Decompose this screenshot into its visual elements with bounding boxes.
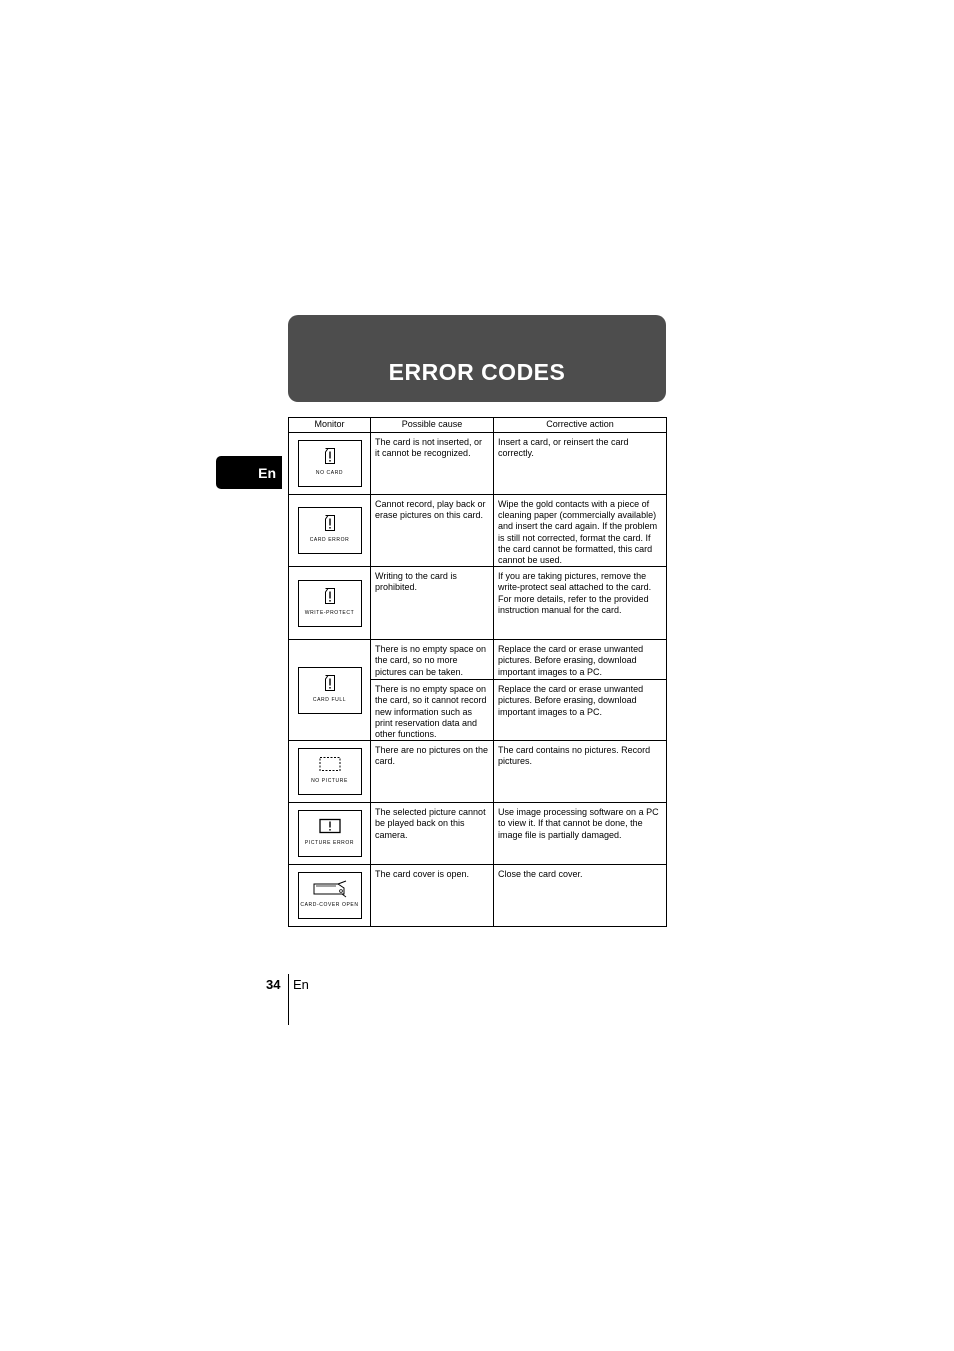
exclamation-card-icon: [299, 675, 361, 694]
header-possible-cause: Possible cause: [371, 418, 494, 433]
footer-language: En: [293, 977, 309, 992]
monitor-label: CARD ERROR: [309, 537, 350, 544]
monitor-cell: [289, 433, 371, 495]
page-title: ERROR CODES: [388, 359, 566, 385]
title-banner: [288, 315, 666, 402]
cause-cell: There is no empty space on the card, so it cannot record new information such as print reservation data and other functions.: [371, 680, 494, 741]
monitor-label: NO PICTURE: [311, 778, 348, 785]
cause-cell: There is no empty space on the card, so no more pictures can be taken.: [371, 640, 494, 680]
error-codes-table: [288, 417, 667, 927]
dashed-frame-icon: [299, 756, 361, 775]
monitor-cell: [289, 567, 371, 640]
action-cell: The card contains no pictures. Record pictures.: [494, 741, 667, 803]
monitor-cell: [289, 865, 371, 927]
action-cell: Insert a card, or reinsert the card correctly.: [494, 433, 667, 495]
monitor-display: [298, 872, 362, 919]
action-cell: Use image processing software on a PC to view it. If that cannot be done, the image file is partially damaged.: [494, 803, 667, 865]
monitor-cell: [289, 640, 371, 741]
monitor-display: [298, 580, 362, 627]
language-tab: En: [216, 456, 282, 489]
monitor-cell: [289, 803, 371, 865]
table-row: [289, 640, 667, 680]
monitor-display: [298, 440, 362, 487]
action-cell: Wipe the gold contacts with a piece of cleaning paper (commercially available) and insert the card again. If the problem is still not corrected, format the card. If the card cannot be formatted, this card cannot be used.: [494, 495, 667, 567]
monitor-label: WRITE-PROTECT: [304, 609, 355, 616]
monitor-label: CARD-COVER OPEN: [300, 902, 359, 909]
action-cell: If you are taking pictures, remove the write-protect seal attached to the card. For more details, refer to the provided instruction manual for the card.: [494, 567, 667, 640]
table-row: [289, 803, 667, 865]
monitor-display: [298, 810, 362, 857]
cause-cell: The card cover is open.: [371, 865, 494, 927]
monitor-display: [298, 748, 362, 795]
page-number: 34: [266, 977, 281, 992]
header-monitor: Monitor: [289, 418, 371, 433]
table-header-row: [289, 418, 667, 433]
table-row: [289, 433, 667, 495]
cause-cell: There are no pictures on the card.: [371, 741, 494, 803]
exclamation-card-icon: [299, 448, 361, 467]
cause-cell: Writing to the card is prohibited.: [371, 567, 494, 640]
monitor-cell: [289, 495, 371, 567]
exclamation-card-icon: [299, 588, 361, 607]
cause-cell: Cannot record, play back or erase pictures on this card.: [371, 495, 494, 567]
monitor-label: CARD FULL: [312, 696, 347, 703]
card-cover-open-icon: [299, 880, 361, 901]
action-cell: Replace the card or erase unwanted pictures. Before erasing, download important images to a PC.: [494, 680, 667, 741]
table-row: [289, 865, 667, 927]
monitor-label: PICTURE ERROR: [304, 840, 355, 847]
table-row: [289, 567, 667, 640]
action-cell: Close the card cover.: [494, 865, 667, 927]
cause-cell: The card is not inserted, or it cannot be recognized.: [371, 433, 494, 495]
cause-cell: The selected picture cannot be played back on this camera.: [371, 803, 494, 865]
action-cell: Replace the card or erase unwanted pictures. Before erasing, download important images to a PC.: [494, 640, 667, 680]
monitor-display: [298, 507, 362, 554]
monitor-display: [298, 667, 362, 714]
table-row: [289, 741, 667, 803]
footer-divider: [288, 974, 289, 1025]
header-corrective-action: Corrective action: [494, 418, 667, 433]
monitor-label: NO CARD: [315, 470, 344, 476]
table-row: [289, 495, 667, 567]
exclamation-frame-icon: [299, 818, 361, 837]
exclamation-card-icon: [299, 515, 361, 534]
monitor-cell: [289, 741, 371, 803]
